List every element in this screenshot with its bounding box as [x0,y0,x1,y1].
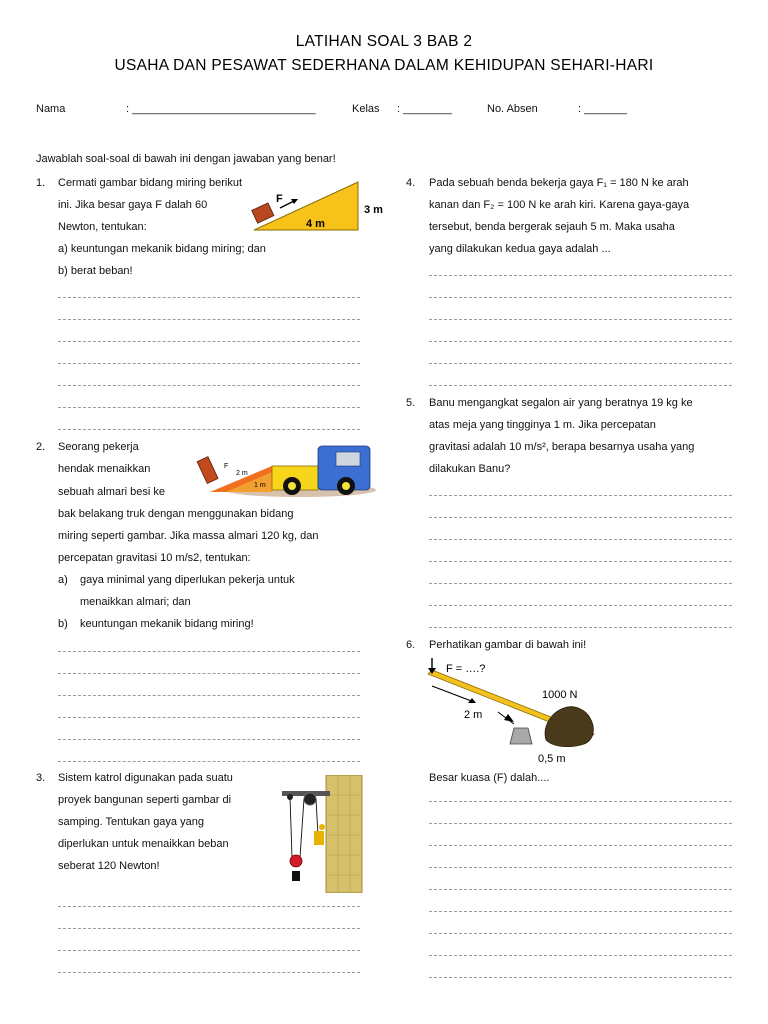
nama-field: : ______________________________ [126,103,316,115]
q3-worker-head [319,824,325,830]
answer-line[interactable] [58,739,360,740]
q6-fulcrum [510,728,532,744]
q3-line: diperlukan untuk menaikkan beban [58,838,229,850]
answer-line[interactable] [58,695,360,696]
q1-height-label: 3 m [364,204,383,216]
q2-sub-b-line: keuntungan mekanik bidang miring! [80,618,254,630]
page-subtitle: USAHA DAN PESAWAT SEDERHANA DALAM KEHIDUPAN SEHARI-HARI [114,57,654,74]
q1-line: ini. Jika besar gaya F dalah 60 [58,199,208,211]
q1-line: b) berat beban! [58,265,133,277]
q2-line: Seorang pekerja [58,441,139,453]
answer-line[interactable] [429,977,732,978]
q4-line: yang dilakukan kedua gaya adalah ... [429,243,611,255]
answer-line[interactable] [58,319,360,320]
q2-almari [197,457,218,484]
q2-truck-window [336,452,360,466]
absen-label: No. Absen [487,103,538,115]
absen-field: : _______ [578,103,627,115]
answer-line[interactable] [58,717,360,718]
answer-line[interactable] [429,495,732,496]
answer-line[interactable] [429,889,732,890]
answer-line[interactable] [429,823,732,824]
kelas-label: Kelas [352,103,380,115]
answer-line[interactable] [429,583,732,584]
q6-line: Perhatikan gambar di bawah ini! [429,639,587,651]
q2-length-label: 2 m [236,470,248,477]
q2-line: bak belakang truk dengan menggunakan bidang [58,508,294,520]
q5-number: 5. [406,397,416,409]
q5-line: atas meja yang tingginya 1 m. Jika percepatan [429,419,656,431]
answer-line[interactable] [429,561,732,562]
q2-line: miring seperti gambar. Jika massa almari 120 kg, dan [58,530,319,542]
q1-inclined-plane-figure [248,180,392,234]
answer-line[interactable] [58,651,360,652]
q2-line: hendak menaikkan [58,463,151,475]
q3-worker [314,831,324,845]
q2-wheel-rear-hub [288,482,296,490]
q5-line: gravitasi adalah 10 m/s², berapa besarnya usaha yang [429,441,695,453]
q3-fixed-pulley [304,793,316,805]
answer-line[interactable] [429,275,732,276]
answer-line[interactable] [429,911,732,912]
q1-force-label: F [276,193,283,205]
q2-sub-b-label: b) [58,618,68,630]
answer-line[interactable] [58,407,360,408]
q4-line: tersebut, benda bergerak sejauh 5 m. Maka usaha [429,221,675,233]
answer-line[interactable] [429,539,732,540]
answer-line[interactable] [58,761,360,762]
q3-line: Sistem katrol digunakan pada suatu [58,772,233,784]
answer-line[interactable] [58,928,360,929]
answer-line[interactable] [429,845,732,846]
answer-line[interactable] [429,605,732,606]
q6-question: Besar kuasa (F) dalah.... [429,772,550,784]
q2-force-label: F [224,463,229,470]
answer-line[interactable] [58,297,360,298]
answer-line[interactable] [58,972,360,973]
answer-line[interactable] [429,319,732,320]
answer-line[interactable] [58,429,360,430]
q2-sub-a-label: a) [58,574,68,586]
q6-load-arm-label: 0,5 m [538,753,566,765]
q2-number: 2. [36,441,46,453]
q6-load-rock [545,707,593,747]
answer-line[interactable] [58,363,360,364]
q6-number: 6. [406,639,416,651]
q3-load [292,871,300,881]
q4-line: kanan dan F₂ = 100 N ke arah kiri. Karena gaya-gaya [429,199,690,211]
q1-line: a) keuntungan mekanik bidang miring; dan [58,243,266,255]
q6-arm-pointer-head [504,714,514,722]
q2-truck-ramp-figure [196,440,378,500]
answer-line[interactable] [58,950,360,951]
answer-line[interactable] [58,673,360,674]
q2-wheel-front-hub [342,482,350,490]
q1-number: 1. [36,177,46,189]
q5-line: dilakukan Banu? [429,463,511,475]
answer-line[interactable] [429,297,732,298]
answer-line[interactable] [58,906,360,907]
answer-line[interactable] [429,801,732,802]
answer-line[interactable] [429,955,732,956]
instruction-text: Jawablah soal-soal di bawah ini dengan jawaban yang benar! [36,153,336,165]
q5-line: Banu mengangkat segalon air yang beratnya 19 kg ke [429,397,693,409]
q1-line: Cermati gambar bidang miring berikut [58,177,243,189]
q3-movable-pulley [290,855,302,867]
q6-load-label: 1000 N [542,689,578,701]
q3-pulley-figure [278,775,364,893]
answer-line[interactable] [429,867,732,868]
nama-label: Nama [36,103,66,115]
answer-line[interactable] [429,363,732,364]
q3-building-wall [326,775,362,893]
answer-line[interactable] [429,933,732,934]
answer-line[interactable] [429,517,732,518]
q2-line: percepatan gravitasi 10 m/s2, tentukan: [58,552,251,564]
answer-line[interactable] [429,627,732,628]
q3-line: samping. Tentukan gaya yang [58,816,204,828]
q4-line: Pada sebuah benda bekerja gaya F₁ = 180 N ke arah [429,177,689,189]
q2-height-label: 1 m [254,482,266,489]
q2-sub-a-line: menaikkan almari; dan [80,596,191,608]
answer-line[interactable] [58,341,360,342]
q3-line: seberat 120 Newton! [58,860,160,872]
page-title: LATIHAN SOAL 3 BAB 2 [295,33,473,50]
answer-line[interactable] [429,385,732,386]
q6-effort-arm-label: 2 m [464,709,483,721]
q3-line: proyek bangunan seperti gambar di [58,794,232,806]
q1-length-label: 4 m [306,218,325,230]
q1-box [252,203,274,223]
q2-line: sebuah almari besi ke [58,486,166,498]
q1-line: Newton, tentukan: [58,221,147,233]
q6-lever-figure [418,656,608,766]
answer-line[interactable] [429,341,732,342]
q2-sub-a-line: gaya minimal yang diperlukan pekerja untuk [80,574,295,586]
q6-force-label: F = ….? [446,663,486,675]
q3-number: 3. [36,772,46,784]
kelas-field: : ________ [397,103,453,115]
q4-number: 4. [406,177,416,189]
answer-line[interactable] [58,385,360,386]
